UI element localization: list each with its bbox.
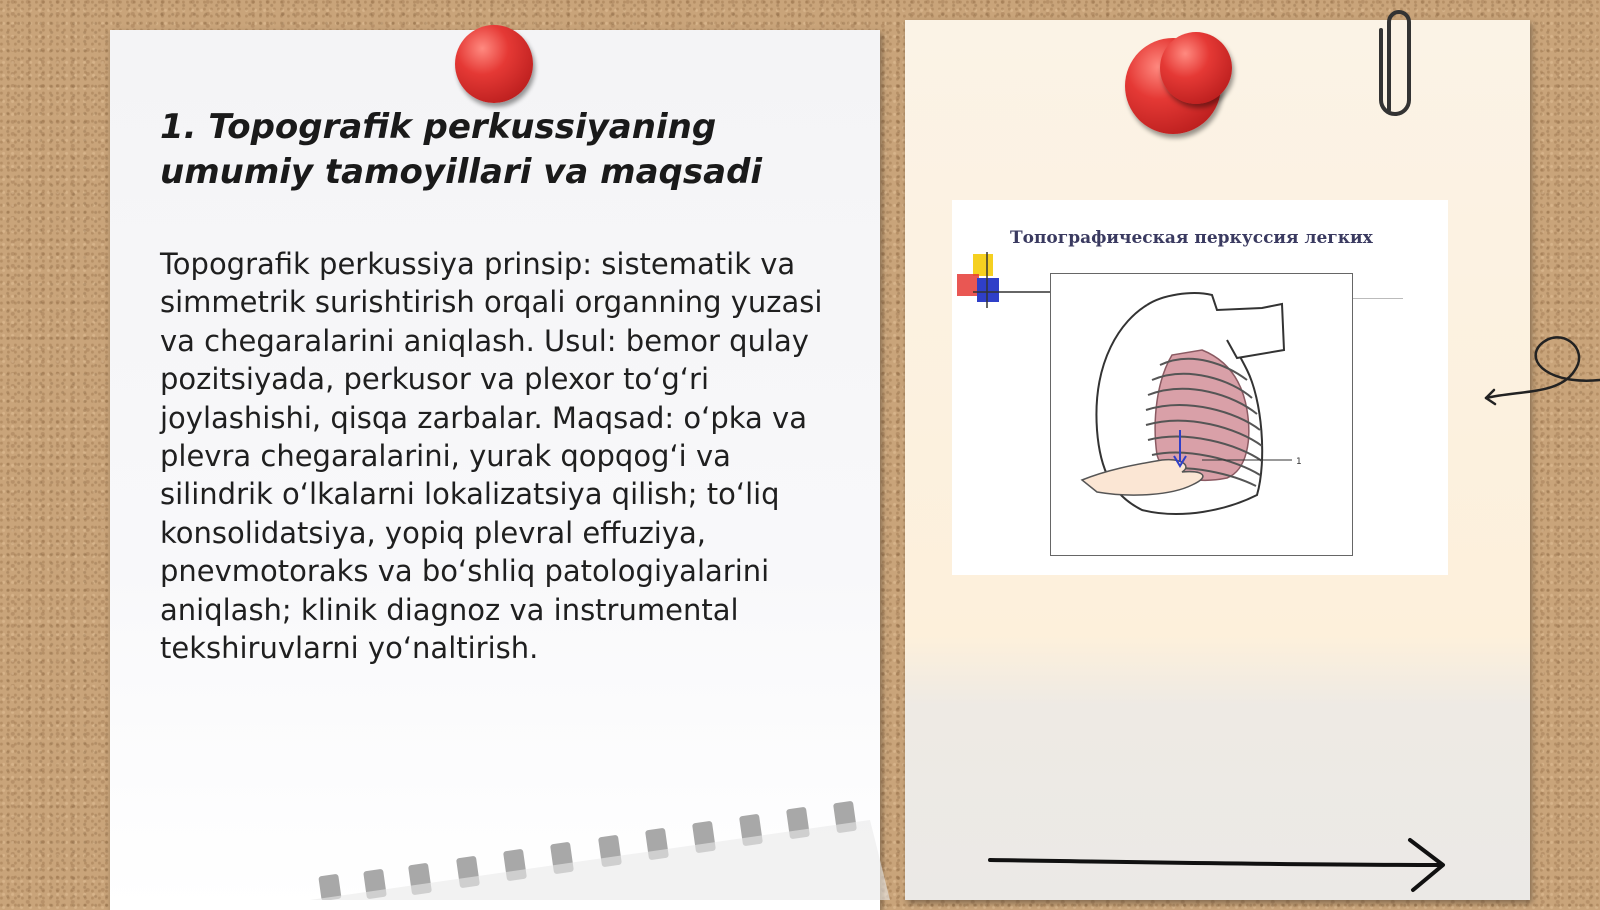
push-pin-icon [1160,32,1232,104]
doodle-squiggle [1480,310,1600,410]
torn-paper-strip [310,800,890,900]
figure-title: Топографическая перкуссия легких [1010,228,1373,248]
divider-line [1353,298,1403,299]
figure-label: 1 [1296,457,1302,467]
arrow-right-icon [985,835,1455,895]
note-body-text: Topografik perkussiya prinsip: sistematik va simmetrik surishtirish orqali organning yuzasi va chegaralarini aniqlash. Usul: bemor qulay pozitsiyada, perkusor va plexor to‘g‘ri joylashishi, qisqa zarbalar. Maqsad: o‘pka va plevra chegaralarini, yurak qopqog‘i va silindrik o‘lkalarni lokalizatsiya qilish; to‘liq konsolidatsiya, yopiq plevral effuziya, pnevmotoraks va bo‘shliq patologiyalarini aniqlash; klinik diagnoz va instrumental tekshiruvlarni yo‘naltirish. [160,247,823,666]
thorax-illustration [1052,280,1352,555]
push-pin-icon [455,25,533,103]
decorative-squares [955,252,1065,312]
paperclip-icon [1375,0,1423,128]
note-heading: 1. Topografik perkussiyaning umumiy tamoyillari va maqsadi [160,107,763,192]
